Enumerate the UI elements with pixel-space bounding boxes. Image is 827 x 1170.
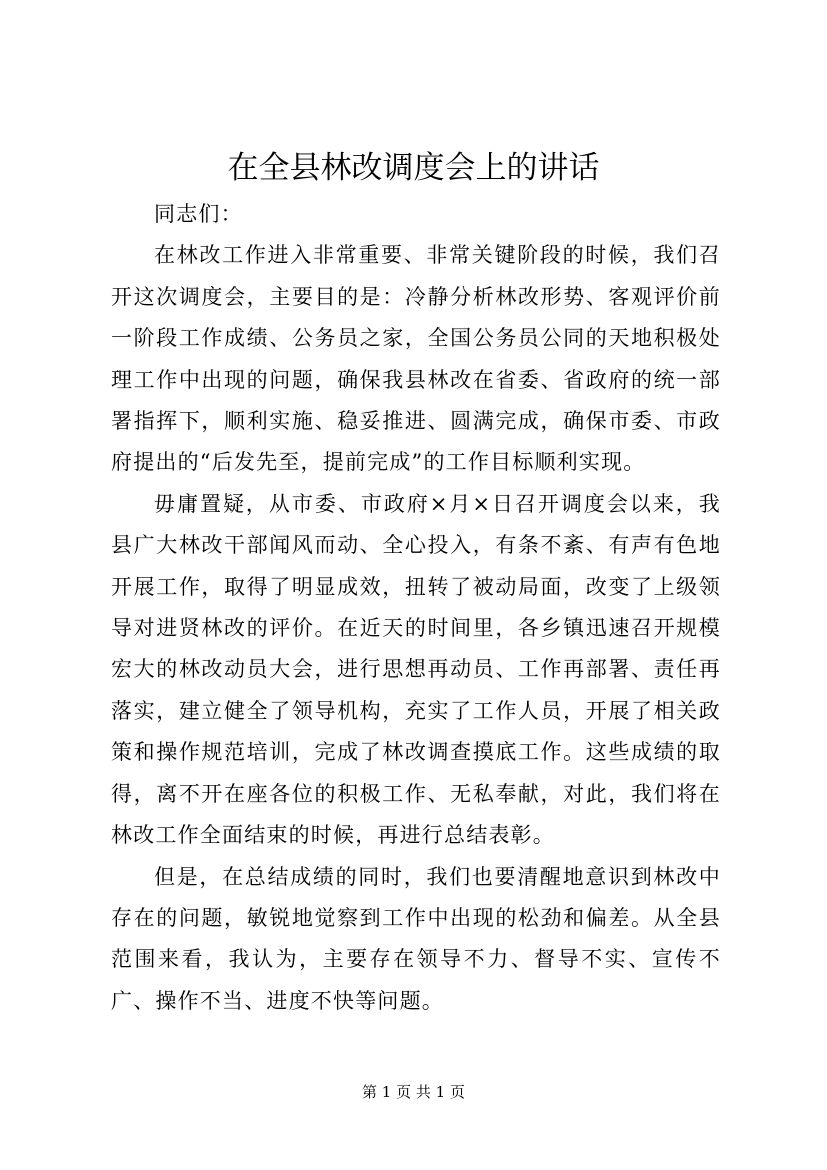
- salutation: 同志们：: [154, 202, 243, 226]
- paragraph-2: 毋庸置疑，从市委、市政府×月×日召开调度会以来，我县广大林改干部闻风而动、全心投入，有条不紊、有声有色地开展工作，取得了明显成效，扭转了被动局面，改变了上级领导对进贤林改的评价。在近天的时间里，各乡镇迅速召开规模宏大的林改动员大会，进行思想再动员、工作再部署、责任再落实，建立健全了领导机构，充实了工作人员，开展了相关政策和操作规范培训，完成了林改调查摸底工作。这些成绩的取得，离不开在座各位的积极工作、无私奉献，对此，我们将在林改工作全面结束的时候，再进行总结表彰。: [111, 491, 721, 848]
- paragraph-3: 但是，在总结成绩的同时，我们也要清醒地意识到林改中存在的问题，敏锐地觉察到工作中出现的松劲和偏差。从全县范围来看，我认为，主要存在领导不力、督导不实、宣传不广、操作不当、进度不快等问题。: [111, 864, 721, 1013]
- document-title: 在全县林改调度会上的讲话: [227, 150, 600, 186]
- document-body: [111, 194, 721, 1022]
- page-footer: 第 1 页 共 1 页: [362, 1083, 465, 1101]
- paragraph-1: 在林改工作进入非常重要、非常关键阶段的时候，我们召开这次调度会，主要目的是：冷静分析林改形势、客观评价前一阶段工作成绩、公务员之家，全国公务员公同的天地积极处理工作中出现的问题，确保我县林改在省委、省政府的统一部署指挥下，顺利实施、稳妥推进、圆满完成，确保市委、市政府提出的“后发先至，提前完成”的工作目标顺利实现。: [111, 243, 721, 475]
